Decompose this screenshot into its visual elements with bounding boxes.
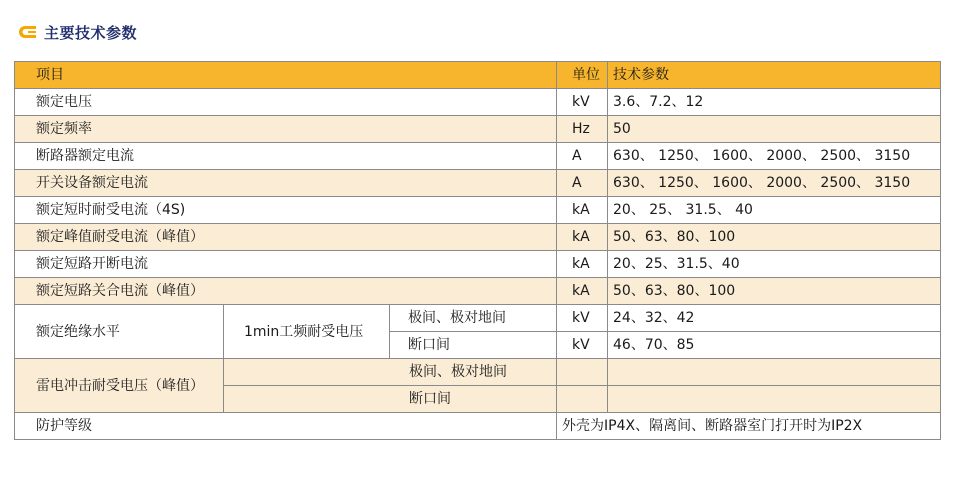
table-row — [15, 143, 941, 170]
table-row — [15, 89, 941, 116]
lightning-item: 雷电冲击耐受电压（峰值） — [15, 359, 224, 413]
row-value: 50 — [608, 116, 941, 143]
insulation-value: 46、70、85 — [608, 332, 941, 359]
row-unit: Hz — [557, 116, 608, 143]
lightning-unit — [557, 359, 608, 386]
c-bracket-icon — [18, 25, 38, 39]
header-unit: 单位 — [557, 62, 608, 89]
row-unit: kV — [557, 89, 608, 116]
row-value: 630、 1250、 1600、 2000、 2500、 3150 — [608, 170, 941, 197]
insulation-item: 额定绝缘水平 — [15, 305, 224, 359]
insulation-unit: kV — [557, 332, 608, 359]
insulation-row — [15, 305, 941, 332]
row-item: 开关设备额定电流 — [15, 170, 557, 197]
insulation-sub: 1min工频耐受电压 — [224, 305, 390, 359]
table-row — [15, 170, 941, 197]
row-value: 20、 25、 31.5、 40 — [608, 197, 941, 224]
protection-row — [15, 413, 941, 440]
row-unit: kA — [557, 224, 608, 251]
lightning-value — [608, 359, 941, 386]
row-unit: kA — [557, 197, 608, 224]
lightning-label: 极间、极对地间 — [224, 359, 557, 386]
lightning-label: 断口间 — [224, 386, 557, 413]
table-row — [15, 224, 941, 251]
row-value: 50、63、80、100 — [608, 224, 941, 251]
header-item: 项目 — [15, 62, 557, 89]
row-value: 3.6、7.2、12 — [608, 89, 941, 116]
row-item: 额定短时耐受电流（4S) — [15, 197, 557, 224]
lightning-value — [608, 386, 941, 413]
table-row — [15, 251, 941, 278]
section-heading — [18, 20, 137, 44]
insulation-label: 极间、极对地间 — [390, 305, 557, 332]
row-item: 额定频率 — [15, 116, 557, 143]
lightning-unit — [557, 386, 608, 413]
insulation-label: 断口间 — [390, 332, 557, 359]
table-row — [15, 278, 941, 305]
insulation-unit: kV — [557, 305, 608, 332]
section-title: 主要技术参数 — [44, 23, 138, 42]
row-item: 额定短路开断电流 — [15, 251, 557, 278]
row-value: 630、 1250、 1600、 2000、 2500、 3150 — [608, 143, 941, 170]
protection-value: 外壳为IP4X、隔离间、断路器室门打开时为IP2X — [557, 413, 941, 440]
row-item: 断路器额定电流 — [15, 143, 557, 170]
row-item: 额定电压 — [15, 89, 557, 116]
lightning-row — [15, 359, 941, 386]
row-unit: kA — [557, 251, 608, 278]
row-unit: kA — [557, 278, 608, 305]
row-unit: A — [557, 143, 608, 170]
table-row — [15, 116, 941, 143]
row-value: 20、25、31.5、40 — [608, 251, 941, 278]
row-unit: A — [557, 170, 608, 197]
row-item: 额定峰值耐受电流（峰值） — [15, 224, 557, 251]
row-item: 额定短路关合电流（峰值） — [15, 278, 557, 305]
table-row — [15, 197, 941, 224]
row-value: 50、63、80、100 — [608, 278, 941, 305]
protection-item: 防护等级 — [15, 413, 557, 440]
insulation-value: 24、32、42 — [608, 305, 941, 332]
header-value: 技术参数 — [608, 62, 941, 89]
table-header-row — [15, 62, 941, 89]
spec-table — [14, 61, 941, 440]
